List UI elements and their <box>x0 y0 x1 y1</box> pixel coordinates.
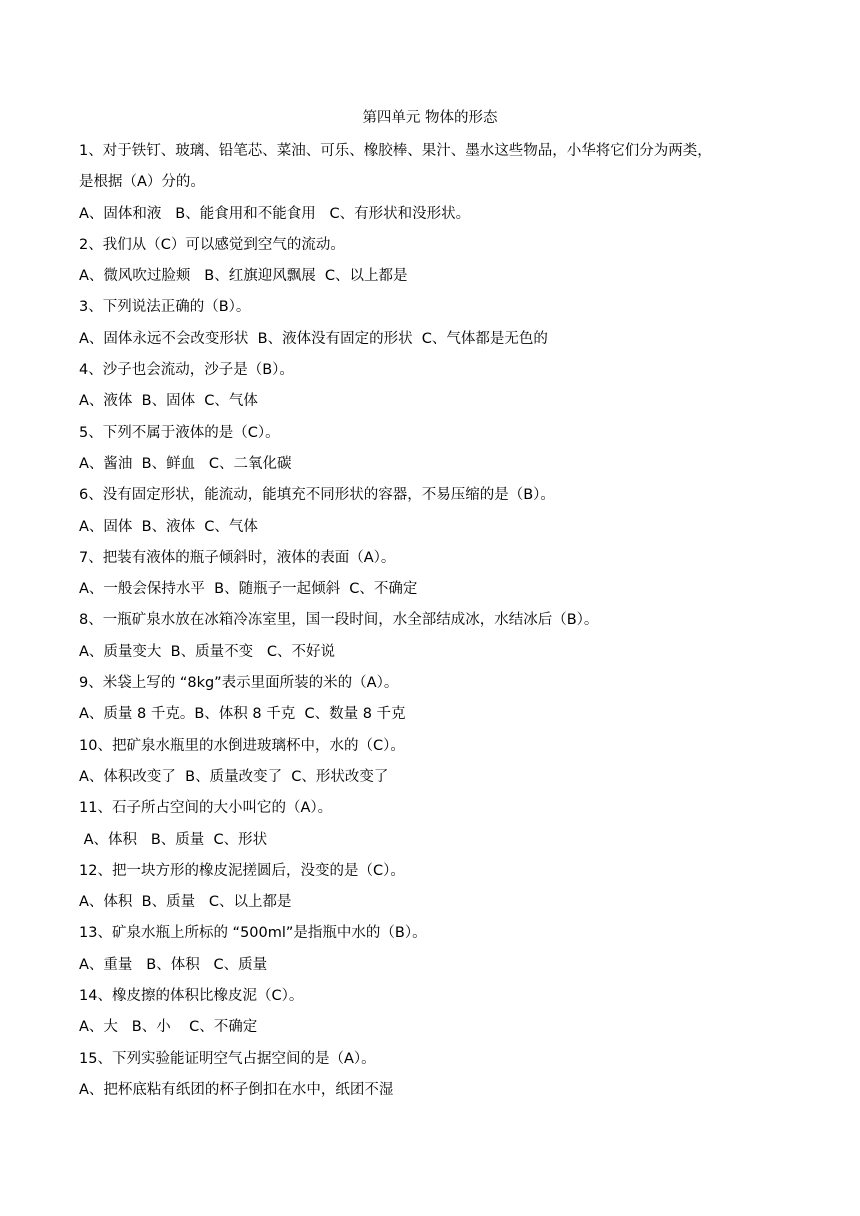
text-line: 2、我们从（C）可以感觉到空气的流动。 <box>79 236 345 253</box>
text-line: A、体积改变了 B、质量改变了 C、形状改变了 <box>79 768 389 785</box>
text-line: A、重量 B、体积 C、质量 <box>79 956 268 973</box>
text-line: 6、没有固定形状，能流动，能填充不同形状的容器，不易压缩的是（B）。 <box>79 487 555 504</box>
text-line: 是根据（A）分的。 <box>79 174 205 191</box>
text-line: 13、矿泉水瓶上所标的 “500ml”是指瓶中水的（B）。 <box>79 925 427 942</box>
text-line: 7、把装有液体的瓶子倾斜时，液体的表面（A）。 <box>79 549 396 566</box>
text-line: 10、把矿泉水瓶里的水倒进玻璃杯中，水的（C）。 <box>79 737 405 754</box>
text-line: A、质量变大 B、质量不变 C、不好说 <box>79 643 336 660</box>
text-line: 3、下列说法正确的（B）。 <box>79 299 251 316</box>
text-line: A、大 B、小 C、不确定 <box>79 1019 258 1036</box>
question-list <box>79 139 779 1109</box>
text-line: 12、把一块方形的橡皮泥搓圆后，没变的是（C）。 <box>79 862 405 879</box>
text-line: 8、一瓶矿泉水放在冰箱冷冻室里，国一段时间，水全部结成冰，水结冰后（B）。 <box>79 612 599 629</box>
text-line: A、把杯底粘有纸团的杯子倒扣在水中，纸团不湿 <box>79 1081 394 1098</box>
text-line: A、液体 B、固体 C、气体 <box>79 393 258 410</box>
text-line: 4、沙子也会流动，沙子是（B）。 <box>79 362 294 379</box>
text-line: A、体积 B、质量 C、形状 <box>79 831 268 848</box>
text-line: 1、对于铁钉、玻璃、铅笔芯、菜油、可乐、橡胶棒、果汁、墨水这些物品，小华将它们分为两类， <box>79 143 712 159</box>
text-line: 5、下列不属于液体的是（C）。 <box>79 424 280 441</box>
text-line: A、酱油 B、鲜血 C、二氧化碳 <box>79 455 292 472</box>
text-line: 11、石子所占空间的大小叫它的（A）。 <box>79 800 333 817</box>
text-line: A、微风吹过脸颊 B、红旗迎风飘展 C、以上都是 <box>79 268 408 285</box>
text-line: A、固体 B、液体 C、气体 <box>79 518 258 535</box>
text-line: A、质量 8 千克。B、体积 8 千克 C、数量 8 千克 <box>79 706 406 723</box>
text-line: A、固体和液 B、能食用和不能食用 C、有形状和没形状。 <box>79 205 471 222</box>
text-line: 14、橡皮擦的体积比橡皮泥（C）。 <box>79 988 304 1005</box>
text-line: A、体积 B、质量 C、以上都是 <box>79 894 292 911</box>
text-line: A、一般会保持水平 B、随瓶子一起倾斜 C、不确定 <box>79 581 418 598</box>
text-line: A、固体永远不会改变形状 B、液体没有固定的形状 C、气体都是无色的 <box>79 330 548 347</box>
text-line: 15、下列实验能证明空气占据空间的是（A）。 <box>79 1050 376 1067</box>
text-line: 9、米袋上写的 “8kg”表示里面所装的米的（A）。 <box>79 675 399 692</box>
page-title: 第四单元 物体的形态 <box>362 110 498 126</box>
